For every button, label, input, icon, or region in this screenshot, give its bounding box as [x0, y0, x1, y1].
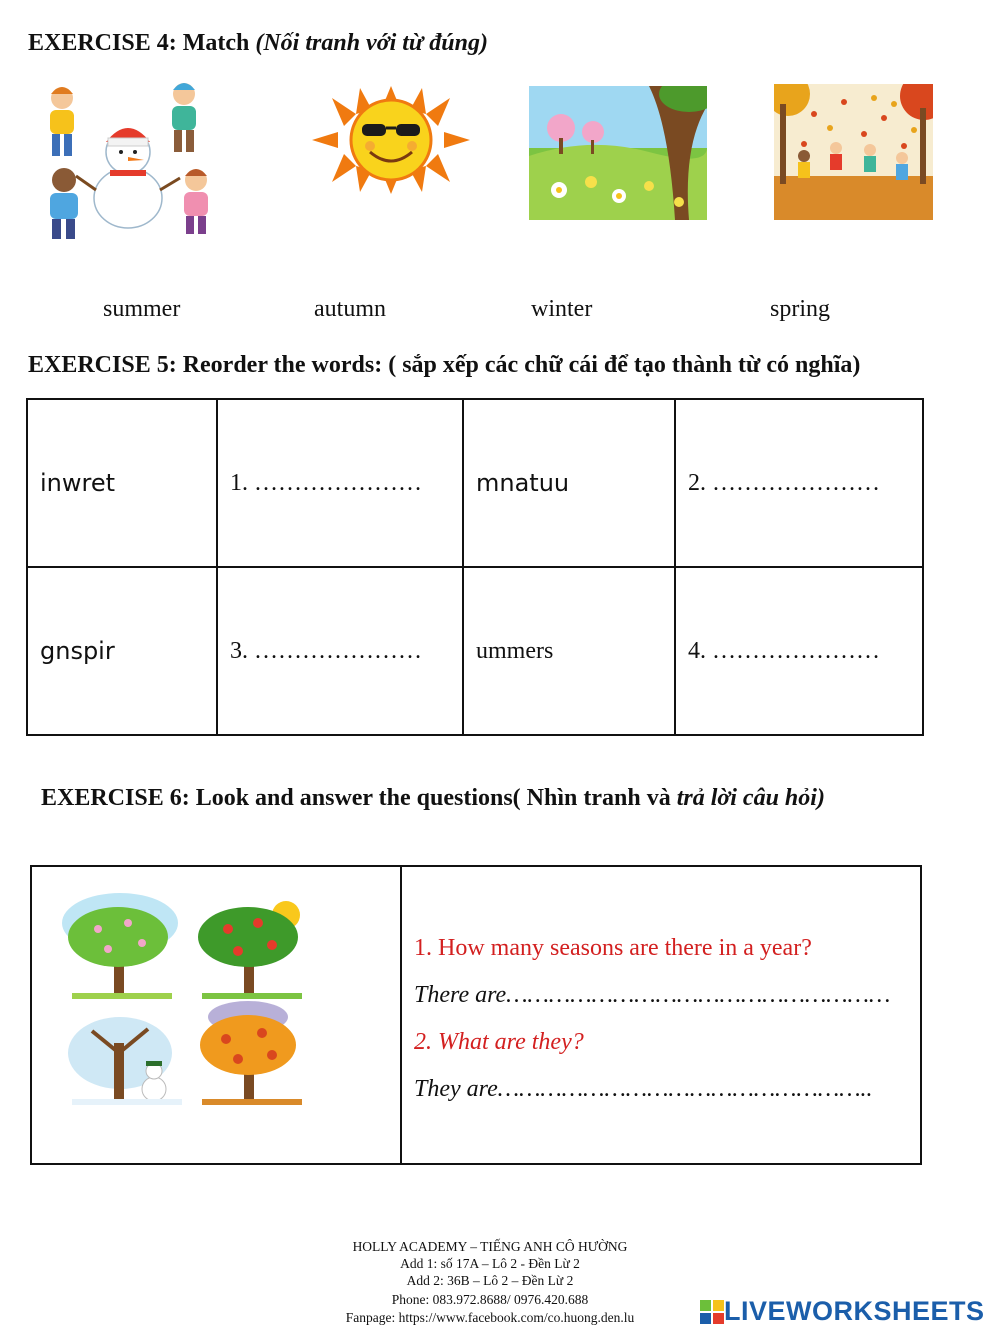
scrambled-word-4: ummers: [463, 567, 675, 735]
winter-children-image[interactable]: [36, 80, 220, 242]
exercise-6-box: [30, 865, 922, 1165]
reorder-table: [26, 398, 924, 736]
scrambled-word-1: inwret: [27, 399, 217, 567]
liveworksheets-logo-text: LIVEWORKSHEETS: [724, 1296, 985, 1326]
word-autumn[interactable]: autumn: [314, 296, 386, 322]
liveworksheets-logo: [700, 1296, 985, 1327]
scrambled-word-3: gnspir: [27, 567, 217, 735]
question-2: 2. What are they?: [414, 1029, 584, 1055]
spring-meadow-image[interactable]: [529, 86, 707, 220]
four-seasons-trees-image: [58, 893, 318, 1113]
exercise-4-heading: EXERCISE 4: Match (Nối tranh với từ đúng): [28, 30, 488, 56]
footer-line-2: Add 1: số 17A – Lô 2 - Đền Lừ 2: [400, 1256, 580, 1271]
sun-image[interactable]: [312, 86, 470, 194]
word-summer[interactable]: summer: [103, 296, 181, 322]
exercise-5-heading: EXERCISE 5: Reorder the words: ( sắp xếp các chữ cái để tạo thành từ có nghĩa): [28, 352, 861, 378]
word-spring[interactable]: spring: [770, 296, 830, 322]
footer-line-3: Add 2: 36B – Lô 2 – Đền Lừ 2: [406, 1273, 574, 1288]
scrambled-word-2: mnatuu: [463, 399, 675, 567]
autumn-children-image[interactable]: [774, 84, 933, 220]
answer-line-2[interactable]: They are……………………………………………..: [414, 1076, 873, 1102]
footer-line-5: Fanpage: https://www.facebook.com/co.huong.den.lu: [345, 1310, 635, 1325]
table-row: [27, 567, 923, 735]
footer-line-4: Phone: 083.972.8688/ 0976.420.688: [391, 1292, 589, 1307]
answer-line-1[interactable]: There are………………………………………………: [414, 982, 891, 1008]
word-winter[interactable]: winter: [531, 296, 593, 322]
liveworksheets-logo-icon: [700, 1300, 724, 1324]
question-1: 1. How many seasons are there in a year?: [414, 935, 812, 961]
column-divider: [400, 867, 402, 1163]
table-row: [27, 399, 923, 567]
footer-line-1: HOLLY ACADEMY – TIẾNG ANH CÔ HƯỜNG: [352, 1239, 628, 1254]
answer-field-4[interactable]: 4. …………………: [675, 567, 923, 735]
answer-field-1[interactable]: 1. …………………: [217, 399, 463, 567]
answer-field-3[interactable]: 3. …………………: [217, 567, 463, 735]
answer-field-2[interactable]: 2. …………………: [675, 399, 923, 567]
exercise-6-heading: EXERCISE 6: Look and answer the questions( Nhìn tranh và trả lời câu hỏi): [41, 785, 825, 811]
